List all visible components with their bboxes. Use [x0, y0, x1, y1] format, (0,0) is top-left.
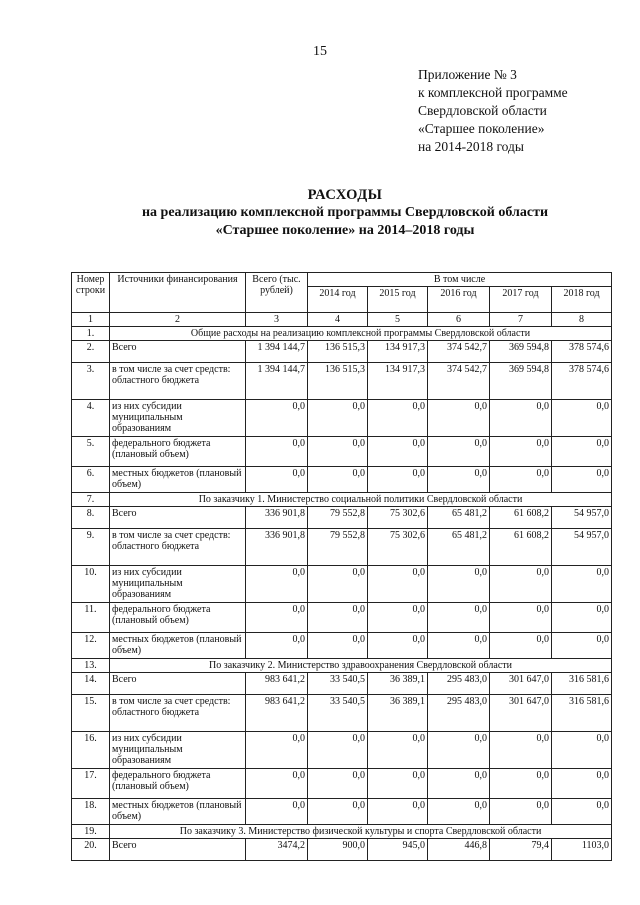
row-number: 3. [72, 363, 110, 400]
table-row [72, 633, 612, 659]
year-value: 374 542,7 [428, 363, 490, 400]
appendix-note [418, 66, 568, 156]
table-row [72, 673, 612, 695]
row-number: 15. [72, 695, 110, 732]
section-row [72, 659, 612, 673]
row-number: 8. [72, 507, 110, 529]
year-value: 0,0 [308, 732, 368, 769]
year-value: 0,0 [368, 799, 428, 825]
total-value: 3474,2 [246, 839, 308, 861]
year-value: 0,0 [368, 566, 428, 603]
year-value: 378 574,6 [552, 341, 612, 363]
year-value: 301 647,0 [490, 673, 552, 695]
total-value: 0,0 [246, 603, 308, 633]
total-value: 0,0 [246, 799, 308, 825]
year-value: 79 552,8 [308, 529, 368, 566]
year-value: 0,0 [308, 633, 368, 659]
table-row [72, 695, 612, 732]
column-index-row [72, 313, 612, 327]
row-label: Всего [110, 507, 246, 529]
year-value: 295 483,0 [428, 695, 490, 732]
table-row [72, 341, 612, 363]
row-number: 19. [72, 825, 110, 839]
year-value: 33 540,5 [308, 673, 368, 695]
year-value: 33 540,5 [308, 695, 368, 732]
row-label: местных бюджетов (плановый объем) [110, 633, 246, 659]
year-value: 0,0 [308, 799, 368, 825]
year-value: 295 483,0 [428, 673, 490, 695]
row-number: 16. [72, 732, 110, 769]
year-value: 301 647,0 [490, 695, 552, 732]
table-row [72, 437, 612, 467]
appendix-line: к комплексной программе [418, 85, 568, 100]
year-value: 0,0 [308, 566, 368, 603]
table-row [72, 603, 612, 633]
row-label: Всего [110, 673, 246, 695]
row-number: 1. [72, 327, 110, 341]
year-value: 0,0 [428, 400, 490, 437]
row-label: Всего [110, 839, 246, 861]
section-title: По заказчику 3. Министерство физической культуры и спорта Свердловской области [110, 825, 612, 839]
year-value: 0,0 [428, 732, 490, 769]
year-value: 0,0 [490, 732, 552, 769]
row-number: 17. [72, 769, 110, 799]
year-value: 0,0 [428, 769, 490, 799]
year-value: 134 917,3 [368, 341, 428, 363]
row-number: 2. [72, 341, 110, 363]
row-label: в том числе за счет средств: областного бюджета [110, 363, 246, 400]
year-value: 65 481,2 [428, 507, 490, 529]
year-value: 0,0 [368, 769, 428, 799]
year-value: 0,0 [490, 437, 552, 467]
table-row [72, 732, 612, 769]
year-value: 0,0 [308, 467, 368, 493]
header-row-number: Номер строки [72, 273, 110, 313]
year-value: 0,0 [552, 467, 612, 493]
year-value: 36 389,1 [368, 673, 428, 695]
section-title: По заказчику 2. Министерство здравоохранения Свердловской области [110, 659, 612, 673]
section-title: Общие расходы на реализацию комплексной программы Свердловской области [110, 327, 612, 341]
table-row [72, 400, 612, 437]
year-value: 0,0 [368, 633, 428, 659]
row-number: 20. [72, 839, 110, 861]
column-index: 3 [246, 313, 308, 327]
row-number: 10. [72, 566, 110, 603]
column-index: 7 [490, 313, 552, 327]
row-number: 11. [72, 603, 110, 633]
year-value: 369 594,8 [490, 341, 552, 363]
year-value: 0,0 [552, 633, 612, 659]
year-value: 0,0 [368, 400, 428, 437]
year-value: 0,0 [490, 769, 552, 799]
row-label: Всего [110, 341, 246, 363]
total-value: 0,0 [246, 400, 308, 437]
row-number: 6. [72, 467, 110, 493]
year-value: 136 515,3 [308, 363, 368, 400]
year-value: 0,0 [308, 437, 368, 467]
year-value: 0,0 [552, 603, 612, 633]
title-line: «Старшее поколение» на 2014–2018 годы [215, 223, 475, 238]
column-index: 8 [552, 313, 612, 327]
document-title [60, 186, 630, 240]
year-value: 0,0 [368, 603, 428, 633]
row-label: из них субсидии муниципальным образованиям [110, 566, 246, 603]
year-value: 0,0 [552, 566, 612, 603]
row-number: 13. [72, 659, 110, 673]
total-value: 983 641,2 [246, 695, 308, 732]
year-value: 0,0 [490, 603, 552, 633]
year-value: 0,0 [428, 437, 490, 467]
table-row [72, 467, 612, 493]
table-row [72, 363, 612, 400]
total-value: 0,0 [246, 437, 308, 467]
row-number: 9. [72, 529, 110, 566]
page-number: 15 [313, 44, 327, 59]
year-value: 0,0 [490, 566, 552, 603]
year-value: 378 574,6 [552, 363, 612, 400]
table-row [72, 769, 612, 799]
total-value: 0,0 [246, 769, 308, 799]
section-row [72, 493, 612, 507]
year-value: 0,0 [368, 437, 428, 467]
row-label: федерального бюджета (плановый объем) [110, 437, 246, 467]
header-year: 2017 год [490, 287, 552, 313]
table-row [72, 799, 612, 825]
row-number: 18. [72, 799, 110, 825]
section-row [72, 825, 612, 839]
total-value: 336 901,8 [246, 507, 308, 529]
appendix-line: Свердловской области [418, 103, 547, 118]
header-year: 2015 год [368, 287, 428, 313]
appendix-line: на 2014-2018 годы [418, 139, 524, 154]
appendix-line: Приложение № 3 [418, 67, 517, 82]
year-value: 0,0 [490, 467, 552, 493]
header-year: 2016 год [428, 287, 490, 313]
table-row [72, 507, 612, 529]
total-value: 0,0 [246, 566, 308, 603]
year-value: 65 481,2 [428, 529, 490, 566]
row-label: местных бюджетов (плановый объем) [110, 467, 246, 493]
year-value: 0,0 [428, 566, 490, 603]
column-index: 5 [368, 313, 428, 327]
row-number: 4. [72, 400, 110, 437]
header-including: В том числе [308, 273, 612, 287]
total-value: 1 394 144,7 [246, 341, 308, 363]
year-value: 0,0 [368, 467, 428, 493]
year-value: 374 542,7 [428, 341, 490, 363]
year-value: 0,0 [552, 799, 612, 825]
year-value: 36 389,1 [368, 695, 428, 732]
year-value: 54 957,0 [552, 529, 612, 566]
year-value: 0,0 [308, 769, 368, 799]
year-value: 61 608,2 [490, 529, 552, 566]
row-number: 14. [72, 673, 110, 695]
total-value: 0,0 [246, 732, 308, 769]
header-total: Всего (тыс. рублей) [246, 273, 308, 313]
year-value: 0,0 [428, 633, 490, 659]
year-value: 79 552,8 [308, 507, 368, 529]
year-value: 0,0 [552, 769, 612, 799]
total-value: 983 641,2 [246, 673, 308, 695]
row-label: из них субсидии муниципальным образованиям [110, 400, 246, 437]
year-value: 54 957,0 [552, 507, 612, 529]
year-value: 0,0 [490, 633, 552, 659]
row-number: 12. [72, 633, 110, 659]
year-value: 0,0 [490, 799, 552, 825]
expenses-table [71, 272, 612, 861]
year-value: 0,0 [308, 603, 368, 633]
total-value: 0,0 [246, 633, 308, 659]
title-line: на реализацию комплексной программы Свердловской области [141, 205, 549, 220]
appendix-line: «Старшее поколение» [418, 121, 545, 136]
header-sources: Источники финансирования [110, 273, 246, 313]
year-value: 945,0 [368, 839, 428, 861]
row-label: федерального бюджета (плановый объем) [110, 603, 246, 633]
year-value: 0,0 [490, 400, 552, 437]
total-value: 0,0 [246, 467, 308, 493]
row-label: в том числе за счет средств: областного бюджета [110, 529, 246, 566]
column-index: 1 [72, 313, 110, 327]
title-line: РАСХОДЫ [307, 187, 383, 203]
year-value: 0,0 [428, 603, 490, 633]
year-value: 136 515,3 [308, 341, 368, 363]
year-value: 1103,0 [552, 839, 612, 861]
year-value: 0,0 [368, 732, 428, 769]
header-year: 2018 год [552, 287, 612, 313]
year-value: 0,0 [428, 467, 490, 493]
row-label: федерального бюджета (плановый объем) [110, 769, 246, 799]
total-value: 1 394 144,7 [246, 363, 308, 400]
year-value: 75 302,6 [368, 507, 428, 529]
row-label: местных бюджетов (плановый объем) [110, 799, 246, 825]
table-row [72, 839, 612, 861]
year-value: 75 302,6 [368, 529, 428, 566]
table-row [72, 566, 612, 603]
row-label: в том числе за счет средств: областного бюджета [110, 695, 246, 732]
section-row [72, 327, 612, 341]
row-label: из них субсидии муниципальным образованиям [110, 732, 246, 769]
column-index: 4 [308, 313, 368, 327]
year-value: 0,0 [552, 732, 612, 769]
year-value: 61 608,2 [490, 507, 552, 529]
column-index: 2 [110, 313, 246, 327]
column-index: 6 [428, 313, 490, 327]
year-value: 446,8 [428, 839, 490, 861]
year-value: 0,0 [552, 437, 612, 467]
year-value: 0,0 [552, 400, 612, 437]
total-value: 336 901,8 [246, 529, 308, 566]
section-title: По заказчику 1. Министерство социальной политики Свердловской области [110, 493, 612, 507]
row-number: 7. [72, 493, 110, 507]
year-value: 316 581,6 [552, 673, 612, 695]
year-value: 369 594,8 [490, 363, 552, 400]
year-value: 316 581,6 [552, 695, 612, 732]
year-value: 0,0 [308, 400, 368, 437]
year-value: 134 917,3 [368, 363, 428, 400]
row-number: 5. [72, 437, 110, 467]
year-value: 79,4 [490, 839, 552, 861]
year-value: 0,0 [428, 799, 490, 825]
table-row [72, 529, 612, 566]
header-year: 2014 год [308, 287, 368, 313]
year-value: 900,0 [308, 839, 368, 861]
